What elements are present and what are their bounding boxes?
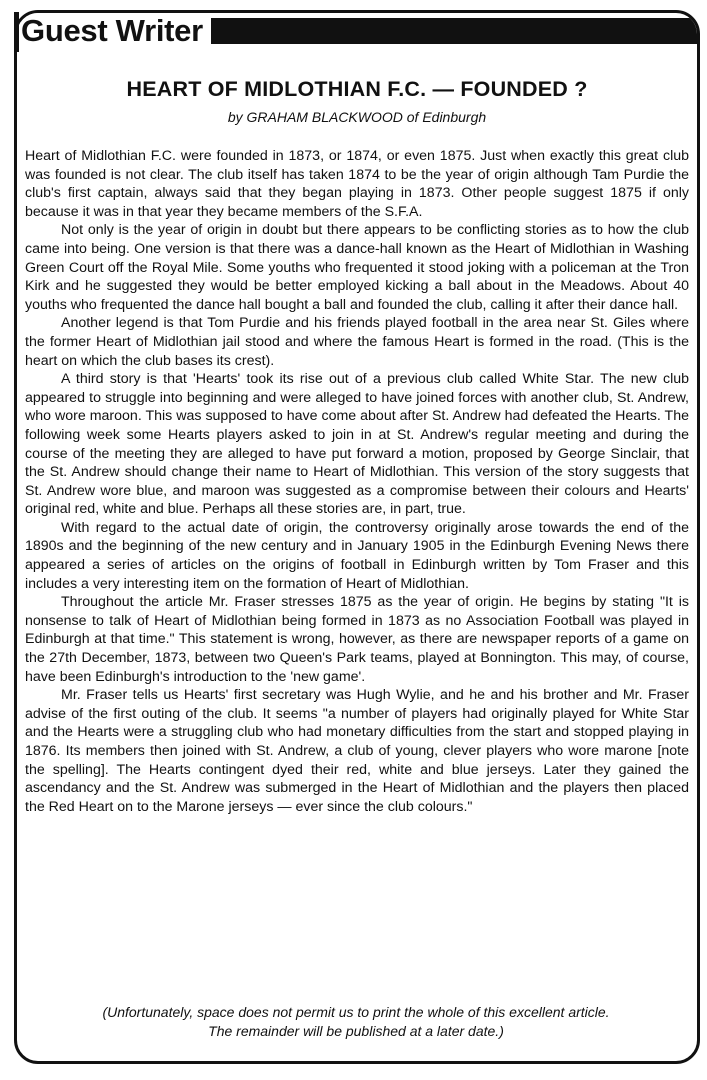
article-body xyxy=(25,147,689,816)
paragraph-3: Another legend is that Tom Purdie and his friends played football in the area near St. Giles where the former Heart of Midlothian jail stood and where the famous Heart is formed in the road. (This is the heart on which the club bases its crest). xyxy=(25,315,689,369)
editor-note-line-2: The remainder will be published at a later date.) xyxy=(208,1023,504,1039)
page-frame xyxy=(14,10,700,1064)
editor-note-line-1: (Unfortunately, space does not permit us to print the whole of this excellent article. xyxy=(102,1004,610,1020)
header-rule xyxy=(211,18,697,44)
editor-note xyxy=(21,1003,691,1041)
article-byline: by GRAHAM BLACKWOOD of Edinburgh xyxy=(227,109,487,125)
paragraph-4: A third story is that 'Hearts' took its rise out of a previous club called White Star. The new club appeared to struggle into beginning and were alleged to have joined forces with another club, St. Andrew, who wore maroon. This was supposed to have come about after St. Andrew had defeated the Hearts. The following week some Hearts players asked to join in at St. Andrew's regular meeting and during the course of the meeting they are alleged to have put forward a motion, proposed by George Sinclair, that the St. Andrew should change their name to Heart of Midlothian. This version of the story suggests that St. Andrew wore blue, and maroon was suggested as a compromise between their colours and Hearts' original red, white and blue. Perhaps all these stories are, in part, true. xyxy=(25,371,689,518)
paragraph-1: Heart of Midlothian F.C. were founded in 1873, or 1874, or even 1875. Just when exactly this great club was founded is not clear. The club itself has taken 1874 to be the year of origin although Tam Purdie the club's first captain, always said that they began playing in 1873. Other people suggest 1875 if only because it was in that year they became members of the S.F.A. xyxy=(25,148,689,220)
section-label: Guest Writer xyxy=(17,13,211,49)
article-title: HEART OF MIDLOTHIAN F.C. — FOUNDED ? xyxy=(126,77,588,101)
paragraph-2: Not only is the year of origin in doubt but there appears to be conflicting stories as to how the club came into being. One version is that there was a dance-hall known as the Heart of Midlothian in Washing Green Court off the Royal Mile. Some youths who frequented it stood joking with a policeman at the Tron Kirk and he suggested they would be better employed kicking a ball about in the Meadows. About 40 youths who frequented the dance hall bought a ball and founded the club, calling it after their dance hall. xyxy=(25,222,689,313)
paragraph-7: Mr. Fraser tells us Hearts' first secretary was Hugh Wylie, and he and his brother and Mr. Fraser advise of the first outing of the club. It seems "a number of players had originally played for White Star and the Hearts were a struggling club who had monetary difficulties from the start and stopped playing in 1876. Its members then joined with St. Andrew, a club of young, clever players who wore marone [note the spelling]. The Hearts contingent dyed their red, white and blue jerseys. Later they gained the ascendancy and the St. Andrew was submerged in the Heart of Midlothian and the players then placed the Red Heart on to the Marone jerseys — ever since the club colours." xyxy=(25,687,689,815)
header-notch xyxy=(14,12,19,52)
paragraph-6: Throughout the article Mr. Fraser stresses 1875 as the year of origin. He begins by stating "It is nonsense to talk of Heart of Midlothian being formed in 1873 as no Association Football was played in Edinburgh at that time." This statement is wrong, however, as there are newspaper reports of a game on the 27th December, 1873, between two Queen's Park teams, played at Bonnington. This may, of course, have been Edinburgh's introduction to the 'new game'. xyxy=(25,594,689,685)
section-header xyxy=(17,13,697,49)
paragraph-5: With regard to the actual date of origin, the controversy originally arose towards the end of the 1890s and the beginning of the new century and in January 1905 in the Edinburgh Evening News there appeared a series of articles on the origins of football in Edinburgh written by Tom Fraser and this includes a very interesting item on the formation of Heart of Midlothian. xyxy=(25,519,689,592)
